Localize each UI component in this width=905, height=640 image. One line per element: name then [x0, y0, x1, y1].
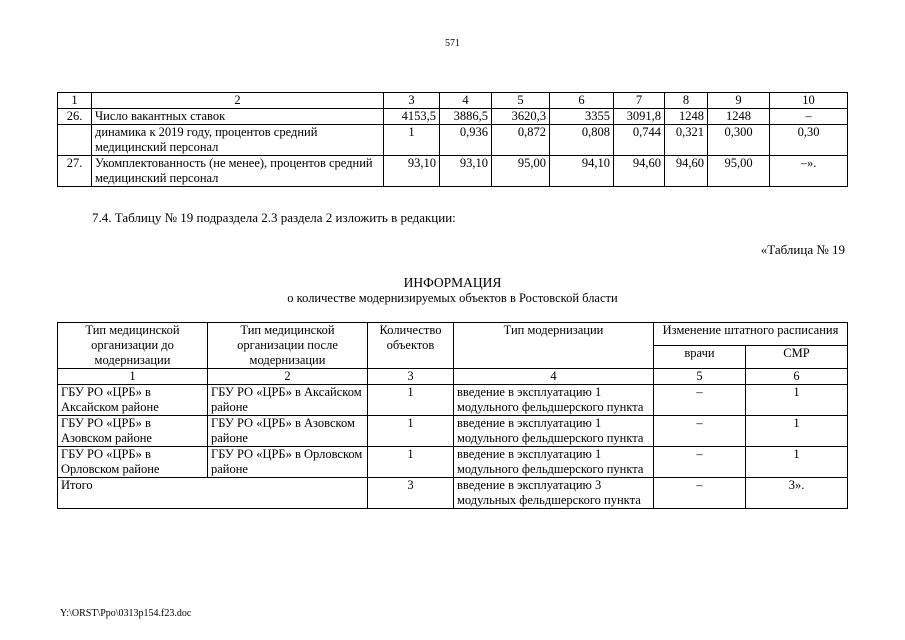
org-before: ГБУ РО «ЦРБ» в Аксайском районе — [58, 385, 208, 416]
col-number: 4 — [454, 369, 654, 385]
org-before: ГБУ РО «ЦРБ» в Азовском районе — [58, 416, 208, 447]
col-header: 6 — [550, 93, 614, 109]
file-path-footer: Y:\ORST\Ppo\0313p154.f23.doc — [60, 608, 192, 619]
cell-value: 0,808 — [550, 125, 614, 156]
modernization-type: введение в эксплуатацию 1 модульного фельдшерского пункта — [454, 416, 654, 447]
total-doctors: – — [654, 478, 746, 509]
row-label: динамика к 2019 году, процентов средний медицинский персонал — [92, 125, 384, 156]
cell-value: 1248 — [665, 109, 708, 125]
table-row — [58, 416, 848, 447]
total-row — [58, 478, 848, 509]
page-subtitle: о количестве модернизируемых объектов в Ростовской бласти — [287, 291, 618, 305]
smr-change: 1 — [746, 447, 848, 478]
page-title: ИНФОРМАЦИЯ — [403, 275, 502, 290]
cell-value: 3886,5 — [440, 109, 492, 125]
org-after: ГБУ РО «ЦРБ» в Орловском районе — [208, 447, 368, 478]
modernization-type: введение в эксплуатацию 1 модульного фельдшерского пункта — [454, 385, 654, 416]
cell-value: 1 — [384, 125, 440, 156]
cell-value: 1248 — [708, 109, 770, 125]
smr-change: 1 — [746, 385, 848, 416]
col-header-smr: СМР — [746, 346, 848, 369]
modernization-type: введение в эксплуатацию 1 модульного фельдшерского пункта — [454, 447, 654, 478]
org-after: ГБУ РО «ЦРБ» в Аксайском районе — [208, 385, 368, 416]
table-row — [58, 385, 848, 416]
col-number: 3 — [368, 369, 454, 385]
object-count: 1 — [368, 385, 454, 416]
col-number: 1 — [58, 369, 208, 385]
row-number: 27. — [58, 156, 92, 187]
cell-value: 0,936 — [440, 125, 492, 156]
cell-value: 3620,3 — [492, 109, 550, 125]
page-number: 571 — [445, 38, 460, 49]
cell-value: – — [770, 109, 848, 125]
cell-value: 94,60 — [614, 156, 665, 187]
cell-value: 0,744 — [614, 125, 665, 156]
table-row — [58, 125, 848, 156]
col-header-count: Количество объектов — [368, 323, 454, 369]
object-count: 1 — [368, 416, 454, 447]
table-header-row — [58, 323, 848, 346]
cell-value: 95,00 — [708, 156, 770, 187]
table-row — [58, 447, 848, 478]
col-header: 2 — [92, 93, 384, 109]
row-number — [58, 125, 92, 156]
col-header-staff-change: Изменение штатного расписания — [654, 323, 848, 346]
col-header: 5 — [492, 93, 550, 109]
col-header-type: Тип модернизации — [454, 323, 654, 369]
total-count: 3 — [368, 478, 454, 509]
total-smr: 3». — [746, 478, 848, 509]
col-header: 8 — [665, 93, 708, 109]
table-number-row — [58, 369, 848, 385]
col-number: 2 — [208, 369, 368, 385]
row-number: 26. — [58, 109, 92, 125]
col-header-doctors: врачи — [654, 346, 746, 369]
modernization-table — [57, 322, 848, 509]
smr-change: 1 — [746, 416, 848, 447]
row-label: Укомплектованность (не менее), процентов средний медицинский персонал — [92, 156, 384, 187]
cell-value: 3091,8 — [614, 109, 665, 125]
col-header: 4 — [440, 93, 492, 109]
col-header-after: Тип медицинской организации после модернизации — [208, 323, 368, 369]
cell-value: 93,10 — [384, 156, 440, 187]
table-row — [58, 156, 848, 187]
cell-value: 94,10 — [550, 156, 614, 187]
cell-value: 95,00 — [492, 156, 550, 187]
cell-value: 3355 — [550, 109, 614, 125]
cell-value: 93,10 — [440, 156, 492, 187]
org-after: ГБУ РО «ЦРБ» в Азовском районе — [208, 416, 368, 447]
doctors-change: – — [654, 447, 746, 478]
row-label: Число вакантных ставок — [92, 109, 384, 125]
paragraph: 7.4. Таблицу № 19 подраздела 2.3 раздела 2 изложить в редакции: — [92, 210, 456, 225]
doctors-change: – — [654, 416, 746, 447]
object-count: 1 — [368, 447, 454, 478]
cell-value: 0,300 — [708, 125, 770, 156]
cell-value: 4153,5 — [384, 109, 440, 125]
cell-value: 94,60 — [665, 156, 708, 187]
table-label: «Таблица № 19 — [760, 242, 845, 257]
col-header-before: Тип медицинской организации до модернизации — [58, 323, 208, 369]
col-number: 5 — [654, 369, 746, 385]
col-header: 9 — [708, 93, 770, 109]
cell-value: 0,872 — [492, 125, 550, 156]
col-number: 6 — [746, 369, 848, 385]
col-header: 1 — [58, 93, 92, 109]
cell-value: 0,321 — [665, 125, 708, 156]
col-header: 10 — [770, 93, 848, 109]
table-header-row — [58, 93, 848, 109]
cell-value: –». — [770, 156, 848, 187]
total-type: введение в эксплуатацию 3 модульных фельдшерского пункта — [454, 478, 654, 509]
total-label: Итого — [58, 478, 368, 509]
col-header: 3 — [384, 93, 440, 109]
indicators-table — [57, 92, 848, 187]
doctors-change: – — [654, 385, 746, 416]
col-header: 7 — [614, 93, 665, 109]
table-row — [58, 109, 848, 125]
org-before: ГБУ РО «ЦРБ» в Орловском районе — [58, 447, 208, 478]
cell-value: 0,30 — [770, 125, 848, 156]
